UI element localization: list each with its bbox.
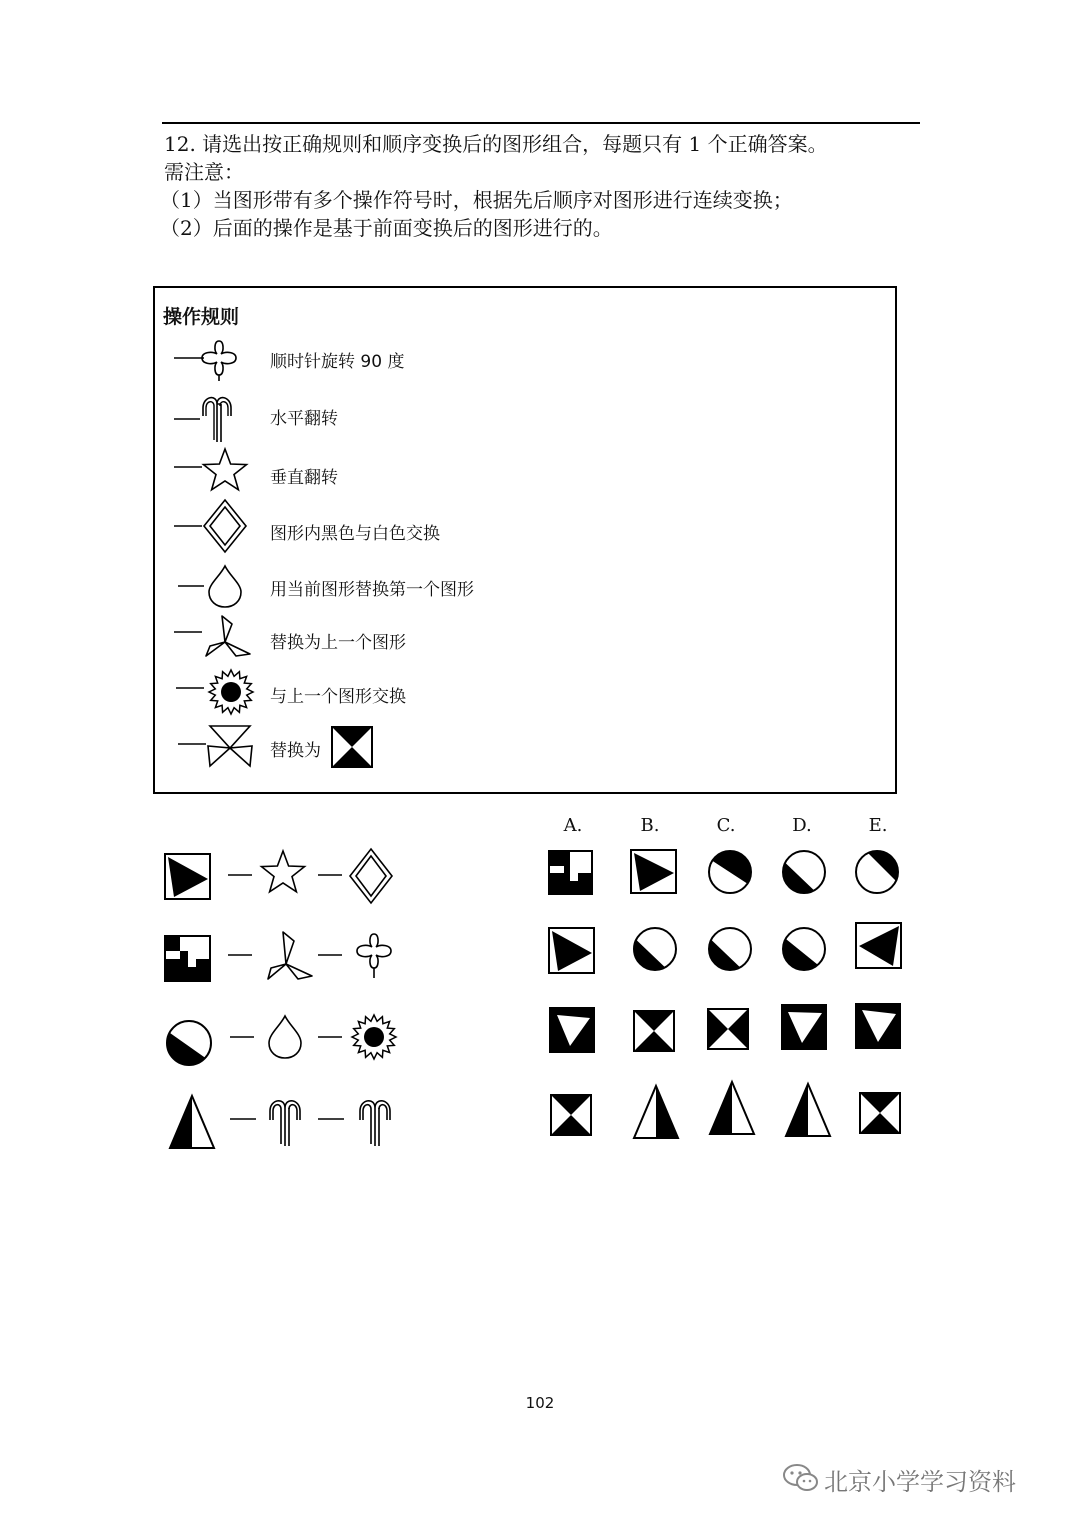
row-3-option-c[interactable] <box>707 1008 751 1052</box>
problem-4-start-figure <box>166 1094 216 1150</box>
row-1-option-a[interactable] <box>548 850 594 896</box>
diamond-icon <box>350 849 392 903</box>
rule-label-invert: 图形内黑色与白色交换 <box>270 524 440 544</box>
row-3-option-d[interactable] <box>780 1003 830 1053</box>
problem-3-start-figure <box>164 1018 214 1068</box>
problem-2-start-figure <box>164 935 212 983</box>
star-icon <box>262 851 305 892</box>
option-letter-b: B. <box>640 815 660 836</box>
rule-label-replace-prev: 替换为上一个图形 <box>270 633 406 653</box>
row-4-option-d[interactable] <box>784 1082 832 1138</box>
fountain-icon <box>360 1101 390 1146</box>
row-2-option-c[interactable] <box>706 925 754 973</box>
row-1-option-e[interactable] <box>853 848 901 896</box>
cross-icon <box>170 335 250 381</box>
rule-label-hflip: 水平翻转 <box>270 409 338 429</box>
watermark-text: 北京小学学习资料 <box>824 1468 1016 1496</box>
row-4-option-a[interactable] <box>550 1094 594 1138</box>
rule-label-rotate: 顺时针旋转 90 度 <box>270 352 405 372</box>
option-letter-e: E. <box>868 815 888 836</box>
row-2-option-a[interactable] <box>548 927 596 975</box>
rules-box <box>153 286 897 794</box>
row-2-option-e[interactable] <box>855 922 903 970</box>
star-icon <box>170 446 250 496</box>
page-number: 102 <box>525 1394 555 1412</box>
note-heading: 需注意： <box>164 160 244 184</box>
row-4-option-c[interactable] <box>708 1080 756 1136</box>
option-letter-c: C. <box>716 815 736 836</box>
row-3-option-e[interactable] <box>854 1002 904 1052</box>
drop-icon <box>170 562 250 610</box>
rule-label-swap-prev: 与上一个图形交换 <box>270 687 406 707</box>
problem-3-ops <box>226 1010 402 1068</box>
question-title: 12. 请选出按正确规则和顺序变换后的图形组合，每题只有 1 个正确答案。 <box>164 132 828 156</box>
rule-label-vflip: 垂直翻转 <box>270 468 338 488</box>
note-2: （2）后面的操作是基于前面变换后的图形进行的。 <box>160 216 613 240</box>
rule-label-replace-with: 替换为 <box>270 741 321 761</box>
problem-1-ops <box>226 848 394 906</box>
row-2-option-d[interactable] <box>780 925 828 973</box>
row-1-option-c[interactable] <box>706 848 754 896</box>
row-4-option-e[interactable] <box>859 1092 903 1136</box>
option-letter-a: A. <box>563 815 583 836</box>
sun-icon <box>170 666 254 720</box>
problem-1-start-figure <box>164 853 212 901</box>
fountain-icon <box>170 390 250 446</box>
wechat-icon <box>782 1462 820 1494</box>
rules-title: 操作规则 <box>163 306 240 328</box>
sun-icon <box>352 1015 396 1059</box>
pinwheel-icon <box>268 932 312 979</box>
top-rule <box>162 122 920 124</box>
row-1-option-b[interactable] <box>630 849 678 895</box>
row-3-option-a[interactable] <box>548 1006 598 1056</box>
note-1: （1）当图形带有多个操作符号时，根据先后顺序对图形进行连续变换； <box>160 188 793 212</box>
row-3-option-b[interactable] <box>633 1010 677 1054</box>
problem-4-ops <box>226 1092 402 1150</box>
diamond-icon <box>170 498 250 556</box>
row-2-option-b[interactable] <box>631 925 679 973</box>
bowtie-square-shape <box>331 726 373 768</box>
row-4-option-b[interactable] <box>632 1084 680 1140</box>
problem-2-ops <box>226 928 402 986</box>
row-1-option-d[interactable] <box>780 848 828 896</box>
fountain-icon <box>270 1101 300 1146</box>
drop-icon <box>269 1016 301 1058</box>
rule-label-replace-first: 用当前图形替换第一个图形 <box>270 580 474 600</box>
pinwheel-icon <box>170 612 254 662</box>
cross-icon <box>357 934 391 978</box>
option-letter-d: D. <box>792 815 812 836</box>
